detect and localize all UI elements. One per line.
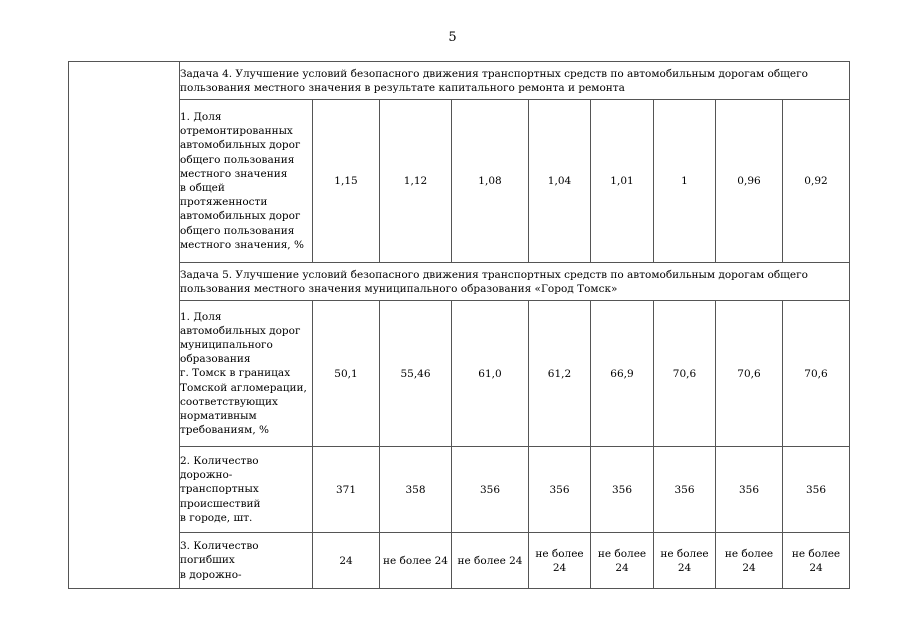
table-row [69, 533, 850, 589]
value-cell: 70,6 [783, 301, 850, 447]
page-number: 5 [448, 30, 457, 45]
value-cell: не более 24 [591, 533, 654, 589]
value-cell: 55,46 [380, 301, 452, 447]
value-cell: 1,15 [313, 100, 380, 263]
value-cell: 356 [783, 447, 850, 533]
value-cell: 61,2 [529, 301, 591, 447]
indicators-table [68, 61, 850, 589]
value-cell: 371 [313, 447, 380, 533]
table-row [69, 301, 850, 447]
value-cell: 61,0 [452, 301, 529, 447]
indicator-label: 2. Количество дорожно- транспортных происшествий в городе, шт. [180, 447, 313, 533]
value-cell: 1,08 [452, 100, 529, 263]
task5-title: Задача 5. Улучшение условий безопасного движения транспортных средств по автомобильным дорогам общего пользования местного значения муниципального образования «Город Томск» [180, 263, 850, 301]
value-cell: 358 [380, 447, 452, 533]
task4-title: Задача 4. Улучшение условий безопасного движения транспортных средств по автомобильным дорогам общего пользования местного значения в результате капитального ремонта и ремонта [180, 62, 850, 100]
value-cell: 24 [313, 533, 380, 589]
value-cell: 1,04 [529, 100, 591, 263]
value-cell: 1 [654, 100, 716, 263]
value-cell: не более 24 [529, 533, 591, 589]
value-cell: 356 [654, 447, 716, 533]
task5-header-row [69, 263, 850, 301]
left-blank-column [69, 62, 180, 589]
value-cell: 70,6 [654, 301, 716, 447]
value-cell: 1,01 [591, 100, 654, 263]
value-cell: 356 [529, 447, 591, 533]
value-cell: 356 [716, 447, 783, 533]
value-cell: не более 24 [783, 533, 850, 589]
value-cell: 0,96 [716, 100, 783, 263]
value-cell: не более 24 [716, 533, 783, 589]
task4-header-row [69, 62, 850, 100]
table-row [69, 447, 850, 533]
value-cell: 50,1 [313, 301, 380, 447]
value-cell: 356 [591, 447, 654, 533]
value-cell: не более 24 [380, 533, 452, 589]
value-cell: 356 [452, 447, 529, 533]
indicator-label: 1. Доля автомобильных дорог муниципального образования г. Томск в границах Томской агломерации, соответствующих нормативным требованиям, % [180, 301, 313, 447]
indicator-label: 3. Количество погибших в дорожно- [180, 533, 313, 589]
value-cell: не более 24 [452, 533, 529, 589]
table-row [69, 100, 850, 263]
value-cell: 70,6 [716, 301, 783, 447]
value-cell: 1,12 [380, 100, 452, 263]
value-cell: 66,9 [591, 301, 654, 447]
indicator-label: 1. Доля отремонтированных автомобильных дорог общего пользования местного значения в общей протяженности автомобильных дорог общего пользования местного значения, % [180, 100, 313, 263]
value-cell: 0,92 [783, 100, 850, 263]
value-cell: не более 24 [654, 533, 716, 589]
